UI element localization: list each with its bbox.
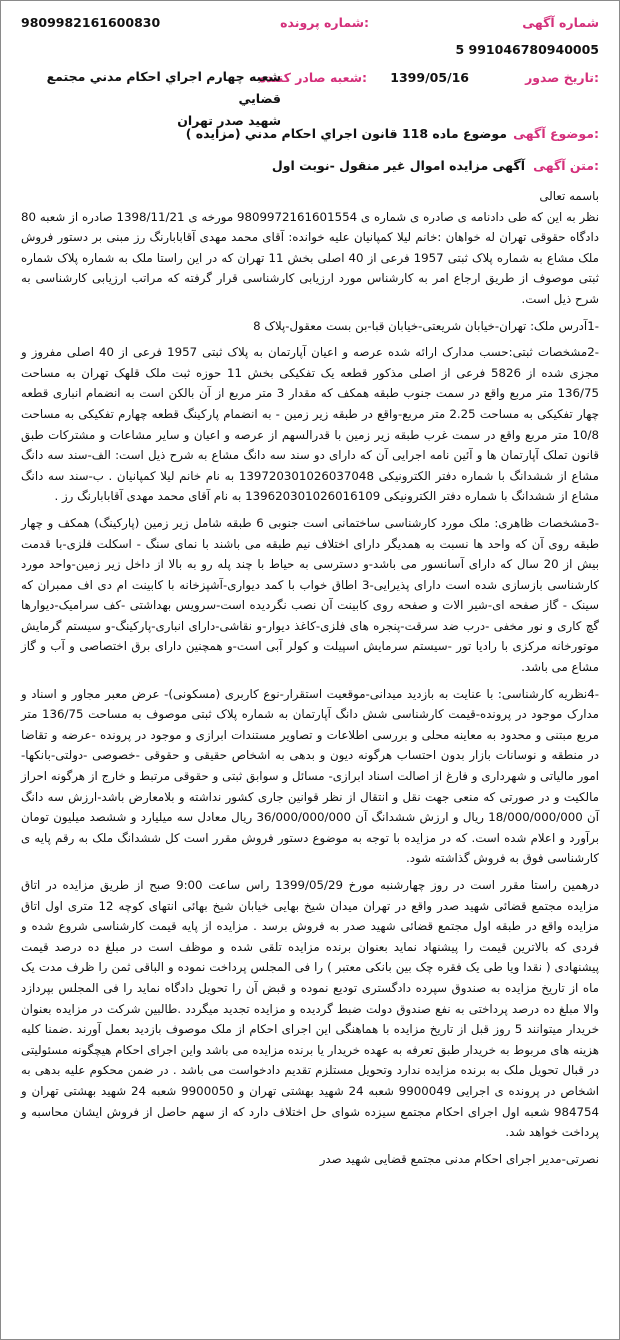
subject-label: :موضوع آگهی xyxy=(513,126,599,141)
ad-number: 991046780940005 5 xyxy=(455,42,599,57)
case-number-label: :شماره پرونده xyxy=(280,15,369,30)
ad-number-label: شماره آگهی xyxy=(522,15,599,30)
auction-paragraph: درهمين راستا مقرر است در روز چهارشنبه مورخ 1399/05/29 راس ساعت 9:00 صبح از طريق مزايده در اتاق مزايده مجتمع قضائی شهيد صدر واقع در تهران ميدان شيخ بهايی خيابان شيخ بهائی انتهای كوچه 12 متری اول اتاق مزايده واقع در طبقه اول مجتمع قضائی شهيد صدر به فروش برسد . مزايده از پايه قيمت كارشناسی شروع شده و فردی كه بالاترين قيمت را پيشنهاد نمايد بعنوان برنده مزايده تلقی شده و موظف است در مبلغ ده درصد قيمت پيشنهادی ( نقدا ويا طی يک فقره چک بين بانكی معتبر ) را فی المجلس پرداخت نموده و الباقی ثمن را ظرف مدت يک ماه از تاريخ مزايده به صندوق سپرده دادگستری توديع نموده و قبض آن را تحويل دادگاه نمايد را فی المجلس بپردازد والا مبلغ ده درصد پرداختی به نفع صندوق دولت ضبط گرديده و مزايده تجديد ميگردد .طالبين شركت در مزايده بعنوان خريدار ميتوانند 5 روز قبل از تاريخ مزايده با هماهنگی اين اجرای احكام از ملک موصوف بازديد بعمل آورند .ضمنا كليه هزينه های مربوط به خريدار طبق تعرفه به عهده خريدار يا برنده مزايده می باشد واين اجرای احكام هيچگونه مسئوليتی در قبال تحويل ملک به برنده مزايده ندارد وتحويل مستلزم تقديم دادخواست می باشد . در ضمن محكوم عليه بدهی به اشخاص در پرونده ی اجرايی 9900049 شعبه 24 شهيد بهشتی تهران و 9900050 شعبه 24 شهيد بهشتی تهران و 984754 شعبه اول اجرای احكام مجتمع سيزده شوای حل اختلاف دارد كه از سهم حاصل از فروش ايشان محاسبه و پرداخت خواهد شد. xyxy=(21,878,599,1140)
text-title-row xyxy=(21,152,599,180)
subject-row xyxy=(21,120,599,148)
issue-date-label: :تاریخ صدور xyxy=(525,70,599,85)
issuing-branch-label: :شعبه صادر کننده xyxy=(258,70,367,85)
header-row-issue xyxy=(21,66,599,128)
text-label: :متن آگهی xyxy=(533,158,599,173)
header-row-numbers xyxy=(21,15,599,42)
intro-paragraph: نظر به اين كه طی دادنامه ی صادره ی شماره ی 9809972161601554 مورخه ی 1398/11/21 صادره از شعبه 80 دادگاه حقوقی تهران له خواهان :خانم ليلا كمپانيان عليه خوانده: آقای محمد مهدی آقابابارنگ رز مبنی بر دستور فروش ملک مشاع به شماره پلاک ثبتی 1957 فرعی از 40 اصلی بخش 11 تهران که در اين راستا ملک به شماره پلاک شماره ثبتی موصوف از طريق ارجاع امر به كارشناس مورد ارزيابی كارشناسی قرار گرفته كه مراتب ارزيابی كارشناسی به شرح ذيل است. xyxy=(21,209,599,306)
address-paragraph: -1آدرس ملک: تهران-خيابان شريعتی-خيابان قبا-بن بست معقول-پلاک 8 xyxy=(253,318,599,333)
salutation: باسمه تعالی xyxy=(539,189,599,203)
header-row-ad-number xyxy=(21,42,599,66)
issuing-branch-line2: شهيد صدر تهران xyxy=(177,113,281,128)
appearance-paragraph: -3مشخصات ظاهری: ملک مورد كارشناسی ساختمانی است جنوبی 6 طبقه شامل زير زمين (پاركينگ) همكف و چهار طبقه روی آن كه واحد ها نسبت به همديگر دارای اختلاف نيم طبقه می باشند با نمای سنگ - اسكلت فلزی-با قدمت بيش از 20 سال كه دارای آسانسور می باشد-و دسترسی به حياط با چند پله رو به بالا از داخل زير زمين-واحد مورد كارشناسی بازسازی شده است دارای پذيرايی-3 اطاق خواب با كمد ديواری-آشپزخانه با كابينت ام دی اف ممبران كه سينک - گاز صفحه ای-شير الات و صفحه روی كابينت آن نصب نگرديده است-سرويس بهداشتی -كف سراميک-ديوارها گچ كاری و نور مخفی -درب ضد سرقت-پنجره های فلزی-كاغذ ديوار-و نقاشی-دارای انباری-پاركينگ-و سيستم گرمايش موتورخانه مركزی با راديا تور -سيستم سرمايش اسپيلت و كولر آبی است-و همچنين دارای برق اختصاصی و آب و گاز مشاع می باشد. xyxy=(21,515,600,675)
issuing-branch-line1: شعبه چهارم اجراي احكام مدني مجتمع قضايي xyxy=(46,69,281,106)
registration-paragraph: -2مشخصات ثبتی:حسب مدارک ارائه شده عرصه و اعيان آپارتمان به پلاک ثبتی 1957 فرعی از 40 اصلی مفروز و مجزی شده از 5826 فرعی از اصلی مذكور قطعه يک تفكيكی بخش 11 حوزه ثبت ملک قلهک تهران به مساحت 136/75 متر مربع واقع در سمت جنوب طبقه همكف كه مقدار 3 متر مربع از آن بالكن است به انضمام انباری قطعه چهار تفكيكی به مساحت 2.25 متر مربع-واقع در طبقه زير زمين - به انضمام پاركينگ قطعه چهارم تفكيكی به مساحت 10/8 متر مربع واقع در سمت غرب طبقه زير زمين با قدرالسهم از عرصه و اعيان و ساير مشاعات و مشتركات طبق قانون تملک آپارتمان ها و آئين نامه اجرايی آن كه دارای دو سند سه دانگ مشاع به شرح ذيل است: الف-سند سه دانگ مشاع از ششدانگ با شماره دفتر الكترونيكی 139720301026037048 به نام خانم ليلا كمپانيان . ب-سند سه دانگ مشاع از ششدانگ با شماره دفتر الكترونيكی 139620301026016109 به نام آقای محمد مهدی آقابابارنگ رز . xyxy=(21,345,600,504)
subject-text: موضوع ماده 118 قانون اجراي احكام مدني (مزايده ) xyxy=(185,126,507,141)
issue-date: 1399/05/16 xyxy=(390,70,469,85)
case-number: 9809982161600830 xyxy=(21,15,161,30)
text-title: آگهی مزايده اموال غير منقول -نوبت اول xyxy=(271,158,525,173)
signature: نصرتی-مدير اجرای احكام مدنی مجتمع قضايی شهيد صدر xyxy=(319,1151,599,1166)
opinion-paragraph: -4نظريه كارشناسی: با عنايت به بازديد ميدانی-موقعيت استقرار-نوع كاربری (مسكونی)- عرض معبر مجاور و اسناد و مدارک موجود در پرونده-قيمت كارشناسی شش دانگ آپارتمان به شماره پلاک ثبتی موصوف به مساحت 136/75 متر مربع مبتنی و محدود به معاينه محلی و بررسی اطلاعات و تصاوير مستندات ابرازی و موجود در پرونده -عرضه و تقاضا در منطقه و نوسانات بازار بدون احتساب هرگونه ديون و بدهی به اشخاص حقيقی و حقوقی -خصوصی -دولتی-بانكها-امور مالياتی و شهرداری و فارغ از اصالت اسناد ابرازی- مسائل و سوابق ثبتی و حقوقی مرتبط و خارج از هرگونه احراز مالكيت و در صورتی كه منعی جهت نقل و انتقال از نظر قوانين جاری كشور نداشته و بلامعارض باشد-ارزش سه دانگ آن 18/000/000/000 ريال و ارزش ششدانگ آن 36/000/000/000 ريال معادل سه ميليارد و ششصد ميليون تومان برآورد و اعلام شده است. كه در مزايده با توجه به موضوع دستور فروش مقرر است كل ششدانگ ملک به رقم پايه ی كارشناسی فوق به فروش گذاشته شود. xyxy=(21,686,599,866)
